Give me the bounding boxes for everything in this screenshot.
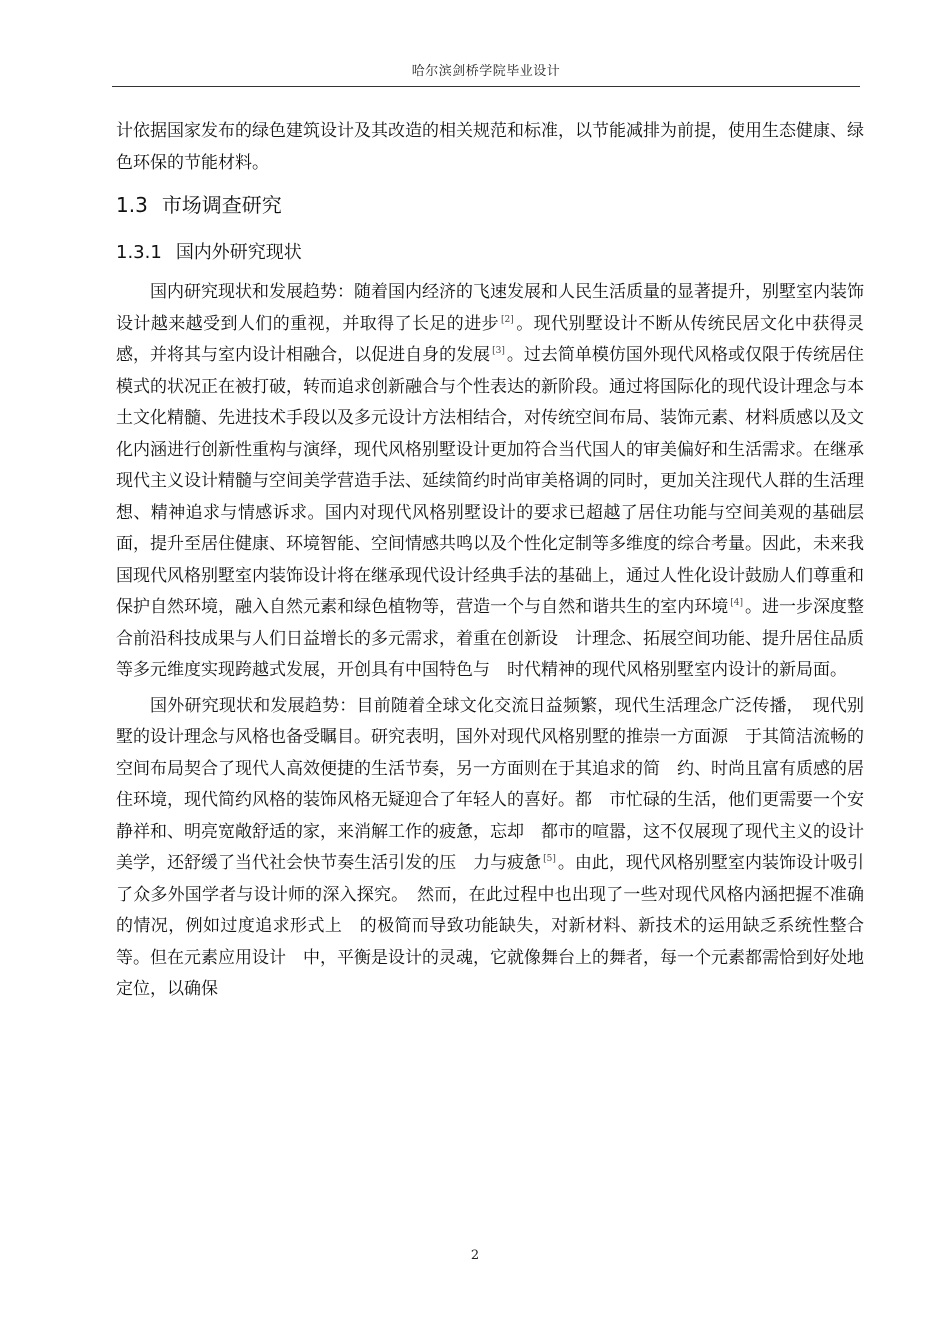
subsection-number: 1.3.1 <box>116 242 162 263</box>
intro-paragraph: 计依据国家发布的绿色建筑设计及其改造的相关规范和标准，以节能减排为前提，使用生态健康、绿色环保的节能材料。 <box>116 121 864 173</box>
citation-5: [5] <box>543 854 556 865</box>
citation-2: [2] <box>501 314 514 325</box>
foreign-text-1: 国外研究现状和发展趋势：目前随着全球文化交流日益频繁，现代生活理念广泛传播， 现代别墅的设计理念与风格也备受瞩目。研究表明，国外对现代风格别墅的推崇一方面源 于其简洁流畅的空间布局契合了现代人高效便捷的生活节奏，另一方面则在于其追求的简 约、时尚且富有质感的居住环境，现代简约风格的装饰风格无疑迎合了年轻人的喜好。都 市忙碌的生活，他们更需要一个安静祥和、明亮宽敞舒适的家，来消解工作的疲惫，忘却 都市的喧嚣，这不仅展现了现代主义的设计美学，还舒缓了当代社会快节奏生活引发的压 力与疲惫 <box>116 695 864 873</box>
section-number: 1.3 <box>116 193 148 217</box>
subsection-title: 国内外研究现状 <box>175 242 302 263</box>
section-heading <box>116 185 864 225</box>
domestic-text-4: 。进一步深度整合前沿科技成果与人们日益增长的多元需求，着重在创新设 计理念、拓展空间功能、提升居住品质等多元维度实现跨越式发展，开创具有中国特色与 时代精神的现代风格别墅室内设计的新局面。 <box>116 597 865 680</box>
domestic-text-2: 。现代别墅设计不断从传统民居文化中获得灵感，并将其与室内设计相融合，以促进自身的发展 <box>116 313 865 365</box>
foreign-research-paragraph <box>116 691 864 1006</box>
domestic-research-paragraph <box>116 277 864 687</box>
page-body <box>116 116 864 1006</box>
citation-4: [4] <box>730 598 743 609</box>
citation-3: [3] <box>492 346 505 357</box>
domestic-text-1: 国内研究现状和发展趋势：随着国内经济的飞速发展和人民生活质量的显著提升，别墅室内装饰设计越来越受到人们的重视，并取得了长足的进步 <box>116 282 864 334</box>
foreign-text-2: 。由此，现代风格别墅室内装饰设计吸引了众多外国学者与设计师的深入探究。 然而，在此过程中也出现了一些对现代风格内涵把握不准确的情况，例如过度追求形式上 的极简而导致功能缺失，对新材料、新技术的运用缺乏系统性整合等。但在元素应用设计 中，平衡是设计的灵魂，它就像舞台上的舞者，每一个元素都需恰到好处地定位，以确保 <box>116 853 865 999</box>
page-number: 2 <box>470 1248 480 1263</box>
subsection-heading <box>116 235 864 271</box>
header-divider <box>112 86 860 87</box>
domestic-text-3: 。过去简单模仿国外现代风格或仅限于传统居住模式的状况正在被打破，转而追求创新融合与个性表达的新阶段。通过将国际化的现代设计理念与本土文化精髓、先进技术手段以及多元设计方法相结合，对传统空间布局、装饰元素、材料质感以及文化内涵进行创新性重构与演绎，现代风格别墅设计更加符合当代国人的审美偏好和生活需求。在继承现代主义设计精髓与空间美学营造手法、延续简约时尚审美格调的同时，更加关注现代人群的生活理想、精神追求与情感诉求。国内对现代风格别墅设计的要求已超越了居住功能与空间美观的基础层面，提升至居住健康、环境智能、空间情感共鸣以及个性化定制等多维度的综合考量。因此，未来我国现代风格别墅室内装饰设计将在继承现代设计经典手法的基础上，通过人性化设计鼓励人们尊重和保护自然环境，融入自然元素和绿色植物等，营造一个与自然和谐共生的室内环境 <box>116 345 865 617</box>
section-title: 市场调查研究 <box>161 193 282 217</box>
page-header: 哈尔滨剑桥学院毕业设计 <box>411 64 561 79</box>
